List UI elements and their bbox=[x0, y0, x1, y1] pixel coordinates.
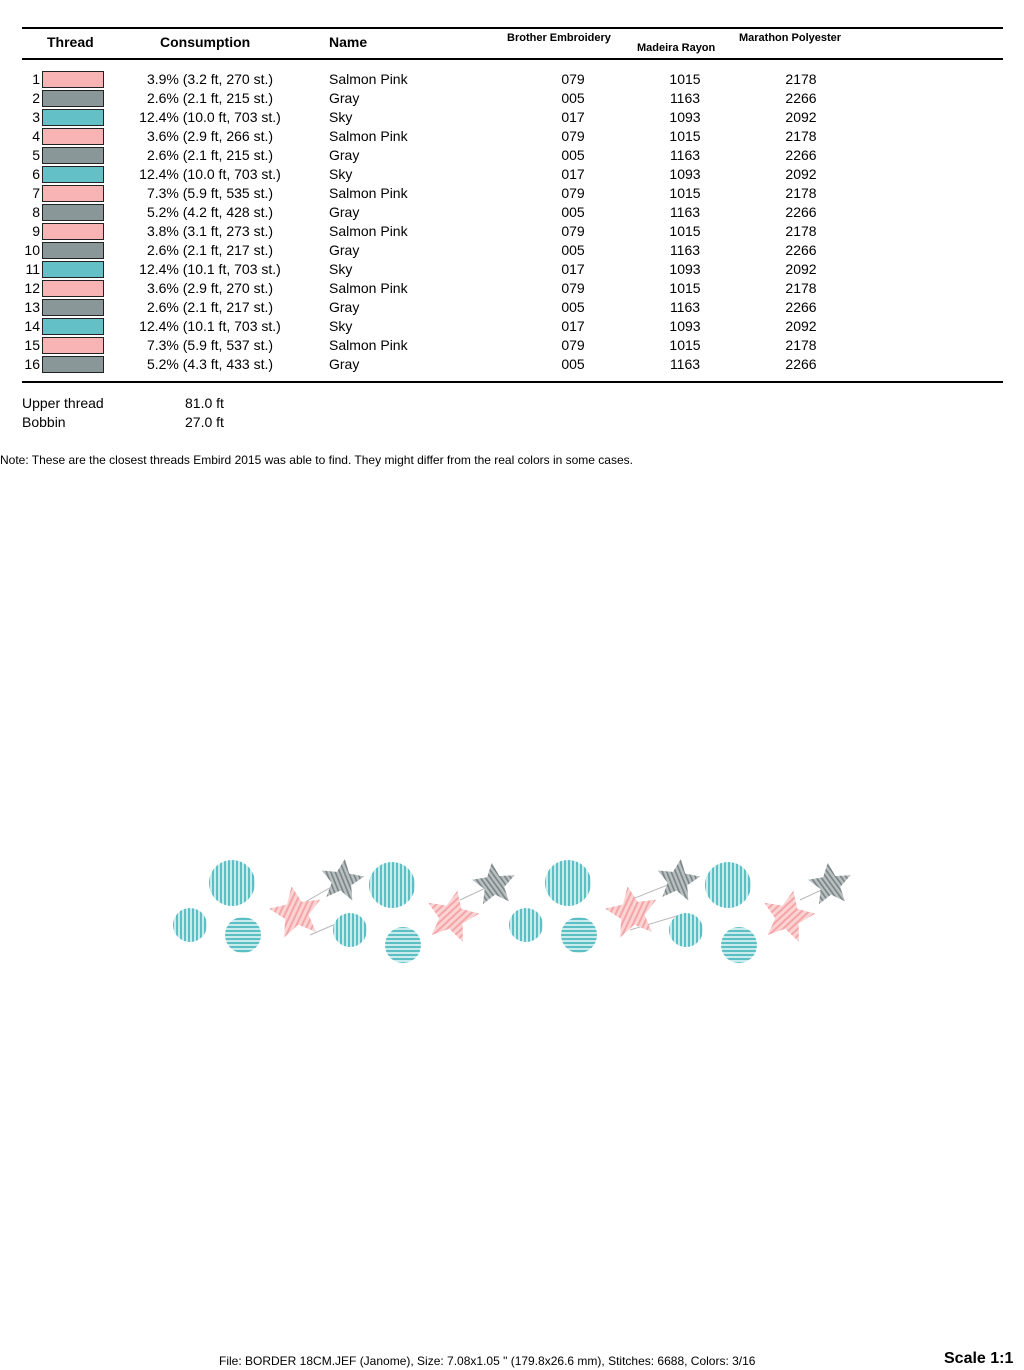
row-number: 2 bbox=[32, 90, 40, 106]
madeira-code-cell: 1163 bbox=[669, 204, 701, 220]
sky-circle bbox=[369, 862, 415, 908]
table-row bbox=[0, 108, 1024, 127]
header-consumption: Consumption bbox=[160, 34, 251, 50]
sky-circle bbox=[173, 908, 207, 942]
header-brother: Brother Embroidery bbox=[507, 32, 611, 44]
header-marathon: Marathon Polyester bbox=[739, 32, 842, 44]
brother-code-cell: 079 bbox=[561, 185, 585, 201]
madeira-code-cell: 1163 bbox=[669, 299, 701, 315]
table-row bbox=[0, 260, 1024, 279]
color-swatch bbox=[42, 223, 104, 240]
marathon-code-cell: 2266 bbox=[785, 299, 817, 315]
madeira-code-cell: 1093 bbox=[669, 166, 701, 182]
table-row bbox=[0, 336, 1024, 355]
color-swatch bbox=[42, 204, 104, 221]
marathon-code-cell: 2178 bbox=[785, 71, 817, 87]
brother-code-cell: 079 bbox=[561, 337, 585, 353]
thread-name-cell: Gray bbox=[329, 147, 360, 163]
marathon-code-cell: 2092 bbox=[785, 318, 817, 334]
row-number: 5 bbox=[32, 147, 40, 163]
consumption-cell: 2.6% (2.1 ft, 217 st.) bbox=[146, 299, 274, 315]
color-swatch bbox=[42, 318, 104, 335]
brother-code-cell: 005 bbox=[561, 242, 585, 258]
thread-name-cell: Gray bbox=[329, 242, 360, 258]
brother-code-cell: 017 bbox=[561, 318, 585, 334]
madeira-code-cell: 1015 bbox=[669, 185, 701, 201]
consumption-cell: 7.3% (5.9 ft, 535 st.) bbox=[146, 185, 274, 201]
sky-circle bbox=[669, 913, 703, 947]
table-row bbox=[0, 146, 1024, 165]
note-text: Note: These are the closest threads Embird 2015 was able to find. They might differ from the real colors in some cases. bbox=[0, 453, 633, 467]
color-swatch bbox=[42, 299, 104, 316]
row-number: 8 bbox=[32, 204, 40, 220]
marathon-code-cell: 2266 bbox=[785, 242, 817, 258]
table-row bbox=[0, 89, 1024, 108]
brother-code-cell: 079 bbox=[561, 128, 585, 144]
thread-name-cell: Gray bbox=[329, 204, 360, 220]
salmon-star bbox=[266, 882, 326, 939]
madeira-code-cell: 1163 bbox=[669, 242, 701, 258]
color-swatch bbox=[42, 280, 104, 297]
brother-code-cell: 005 bbox=[561, 356, 585, 372]
row-number: 4 bbox=[32, 128, 40, 144]
brother-code-cell: 005 bbox=[561, 204, 585, 220]
marathon-code-cell: 2178 bbox=[785, 128, 817, 144]
thread-name-cell: Salmon Pink bbox=[329, 185, 408, 201]
consumption-cell: 7.3% (5.9 ft, 537 st.) bbox=[146, 337, 274, 353]
marathon-code-cell: 2178 bbox=[785, 280, 817, 296]
marathon-code-cell: 2266 bbox=[785, 147, 817, 163]
gray-star bbox=[318, 856, 366, 902]
brother-code-cell: 017 bbox=[561, 109, 585, 125]
consumption-cell: 12.4% (10.0 ft, 703 st.) bbox=[139, 109, 281, 125]
sky-circle bbox=[385, 927, 421, 963]
consumption-cell: 3.6% (2.9 ft, 270 st.) bbox=[146, 280, 274, 296]
madeira-code-cell: 1015 bbox=[669, 337, 701, 353]
consumption-cell: 2.6% (2.1 ft, 217 st.) bbox=[146, 242, 274, 258]
marathon-code-cell: 2178 bbox=[785, 185, 817, 201]
thread-name-cell: Sky bbox=[329, 109, 353, 125]
madeira-code-cell: 1093 bbox=[669, 109, 701, 125]
brother-code-cell: 005 bbox=[561, 90, 585, 106]
consumption-cell: 2.6% (2.1 ft, 215 st.) bbox=[146, 147, 274, 163]
table-header-rule bbox=[22, 58, 1003, 60]
row-number: 12 bbox=[24, 280, 40, 296]
gray-star bbox=[471, 861, 518, 905]
table-row bbox=[0, 355, 1024, 374]
color-swatch bbox=[42, 128, 104, 145]
row-number: 10 bbox=[24, 242, 40, 258]
table-row bbox=[0, 317, 1024, 336]
brother-code-cell: 017 bbox=[561, 261, 585, 277]
brother-code-cell: 005 bbox=[561, 147, 585, 163]
thread-name-cell: Sky bbox=[329, 318, 353, 334]
header-thread: Thread bbox=[47, 34, 94, 50]
madeira-code-cell: 1015 bbox=[669, 280, 701, 296]
marathon-code-cell: 2092 bbox=[785, 109, 817, 125]
madeira-code-cell: 1093 bbox=[669, 318, 701, 334]
madeira-code-cell: 1163 bbox=[669, 356, 701, 372]
color-swatch bbox=[42, 185, 104, 202]
sky-circle bbox=[721, 927, 757, 963]
marathon-code-cell: 2266 bbox=[785, 90, 817, 106]
bobbin-value: 27.0 ft bbox=[185, 414, 224, 430]
color-swatch bbox=[42, 109, 104, 126]
gray-star bbox=[807, 861, 854, 905]
consumption-cell: 3.9% (3.2 ft, 270 st.) bbox=[146, 71, 274, 87]
marathon-code-cell: 2266 bbox=[785, 356, 817, 372]
color-swatch bbox=[42, 90, 104, 107]
row-number: 9 bbox=[32, 223, 40, 239]
thread-name-cell: Gray bbox=[329, 299, 360, 315]
madeira-code-cell: 1163 bbox=[669, 90, 701, 106]
thread-name-cell: Salmon Pink bbox=[329, 128, 408, 144]
color-swatch bbox=[42, 242, 104, 259]
row-number: 11 bbox=[25, 261, 40, 277]
brother-code-cell: 079 bbox=[561, 71, 585, 87]
color-swatch bbox=[42, 261, 104, 278]
color-swatch bbox=[42, 147, 104, 164]
sky-circle bbox=[225, 917, 261, 953]
row-number: 1 bbox=[32, 71, 40, 87]
consumption-cell: 12.4% (10.0 ft, 703 st.) bbox=[139, 166, 281, 182]
table-row bbox=[0, 241, 1024, 260]
row-number: 7 bbox=[32, 185, 40, 201]
row-number: 6 bbox=[32, 166, 40, 182]
marathon-code-cell: 2092 bbox=[785, 166, 817, 182]
madeira-code-cell: 1093 bbox=[669, 261, 701, 277]
table-bottom-rule bbox=[22, 381, 1003, 383]
color-swatch bbox=[42, 71, 104, 88]
header-madeira: Madeira Rayon bbox=[637, 42, 716, 54]
upper-thread-value: 81.0 ft bbox=[185, 395, 224, 411]
table-row bbox=[0, 279, 1024, 298]
thread-name-cell: Salmon Pink bbox=[329, 337, 408, 353]
consumption-cell: 12.4% (10.1 ft, 703 st.) bbox=[139, 318, 281, 334]
thread-name-cell: Salmon Pink bbox=[329, 280, 408, 296]
color-swatch bbox=[42, 166, 104, 183]
madeira-code-cell: 1163 bbox=[669, 147, 701, 163]
thread-name-cell: Sky bbox=[329, 166, 353, 182]
consumption-cell: 5.2% (4.3 ft, 433 st.) bbox=[146, 356, 274, 372]
marathon-code-cell: 2092 bbox=[785, 261, 817, 277]
row-number: 15 bbox=[24, 337, 40, 353]
table-row bbox=[0, 127, 1024, 146]
madeira-code-cell: 1015 bbox=[669, 71, 701, 87]
table-row bbox=[0, 222, 1024, 241]
brother-code-cell: 079 bbox=[561, 223, 585, 239]
row-number: 3 bbox=[32, 109, 40, 125]
thread-name-cell: Sky bbox=[329, 261, 353, 277]
brother-code-cell: 005 bbox=[561, 299, 585, 315]
marathon-code-cell: 2178 bbox=[785, 223, 817, 239]
consumption-cell: 3.8% (3.1 ft, 273 st.) bbox=[146, 223, 274, 239]
table-row bbox=[0, 298, 1024, 317]
thread-name-cell: Salmon Pink bbox=[329, 71, 408, 87]
salmon-star bbox=[758, 885, 819, 944]
scale-label: Scale 1:1 bbox=[944, 1350, 1014, 1367]
table-row bbox=[0, 184, 1024, 203]
sky-circle bbox=[545, 860, 591, 906]
table-row bbox=[0, 165, 1024, 184]
madeira-code-cell: 1015 bbox=[669, 128, 701, 144]
madeira-code-cell: 1015 bbox=[669, 223, 701, 239]
header-name: Name bbox=[329, 34, 368, 50]
table-row bbox=[0, 203, 1024, 222]
sky-circle bbox=[209, 860, 255, 906]
marathon-code-cell: 2178 bbox=[785, 337, 817, 353]
gray-star bbox=[654, 856, 702, 902]
thread-name-cell: Gray bbox=[329, 356, 360, 372]
row-number: 13 bbox=[24, 299, 40, 315]
design-preview bbox=[160, 850, 860, 970]
sky-circle bbox=[333, 913, 367, 947]
brother-code-cell: 017 bbox=[561, 166, 585, 182]
bobbin-label: Bobbin bbox=[22, 414, 66, 430]
table-row bbox=[0, 70, 1024, 89]
color-swatch bbox=[42, 356, 104, 373]
row-number: 14 bbox=[24, 318, 40, 334]
consumption-cell: 2.6% (2.1 ft, 215 st.) bbox=[146, 90, 274, 106]
row-number: 16 bbox=[24, 356, 40, 372]
consumption-cell: 12.4% (10.1 ft, 703 st.) bbox=[139, 261, 281, 277]
table-top-rule bbox=[22, 27, 1003, 29]
consumption-cell: 5.2% (4.2 ft, 428 st.) bbox=[146, 204, 274, 220]
brother-code-cell: 079 bbox=[561, 280, 585, 296]
file-info: File: BORDER 18CM.JEF (Janome), Size: 7.08x1.05 " (179.8x26.6 mm), Stitches: 6688, Colors: 3/16 bbox=[219, 1354, 756, 1368]
consumption-cell: 3.6% (2.9 ft, 266 st.) bbox=[146, 128, 274, 144]
thread-name-cell: Salmon Pink bbox=[329, 223, 408, 239]
upper-thread-label: Upper thread bbox=[22, 395, 104, 411]
marathon-code-cell: 2266 bbox=[785, 204, 817, 220]
color-swatch bbox=[42, 337, 104, 354]
sky-circle bbox=[509, 908, 543, 942]
sky-circle bbox=[705, 862, 751, 908]
sky-circle bbox=[561, 917, 597, 953]
thread-name-cell: Gray bbox=[329, 90, 360, 106]
